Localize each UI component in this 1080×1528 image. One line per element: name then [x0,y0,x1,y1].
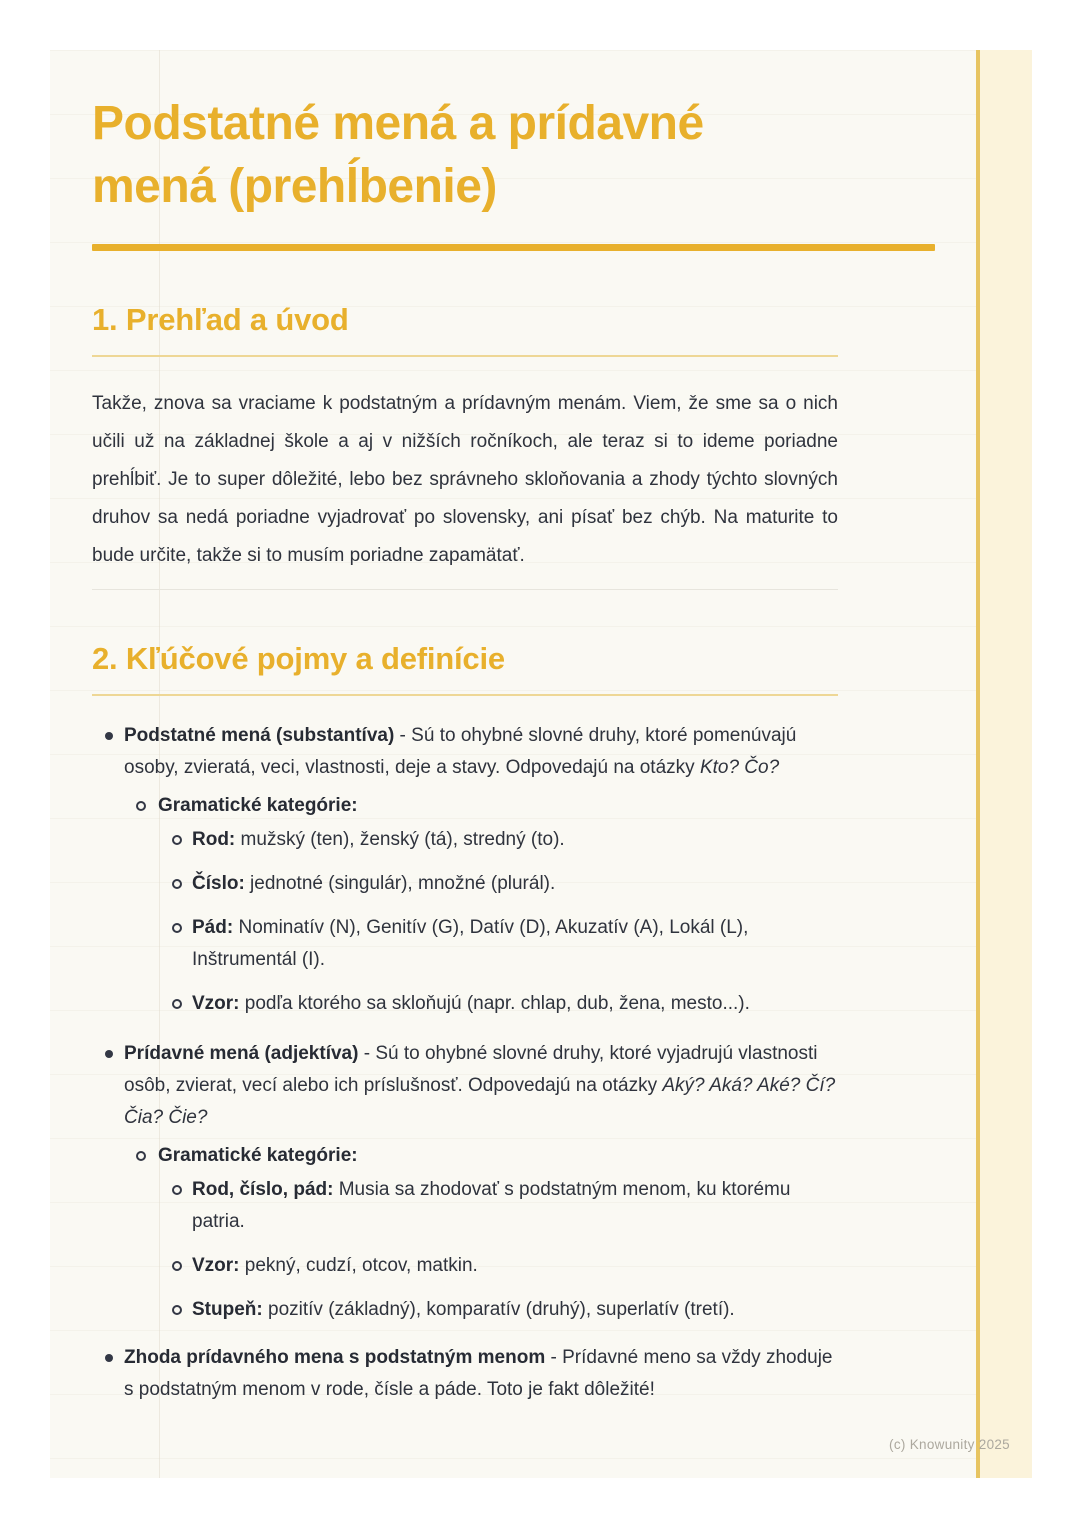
page-title: Podstatné mená a prídavné mená (prehĺbenie) [92,97,704,213]
circle-bullet-icon [172,1185,182,1195]
section-1-heading: 1. Prehľad a úvod [92,302,349,337]
list-item-text: Gramatické kategórie: [158,795,358,816]
list-item-text: Zhoda prídavného mena s podstatným menom - Prídavné meno sa vždy zhoduje s podstatným menom v rode, čísle a páde. Toto je fakt dôležité! [124,1347,833,1400]
bullet-dot-icon [105,1050,113,1058]
list-item [92,720,838,784]
section-1-paragraph: Takže, znova sa vraciame k podstatným a prídavným menám. Viem, že sme sa o nich učili už na základnej škole a aj v nižších ročníkoch, ale teraz si to ideme poriadne prehĺbiť. Je to super dôležité, lebo bez správneho skloňovania a zhody týchto slovných druhov sa nedá poriadne vyjadrovať po slovensky, ani písať bez chýb. Na maturite to bude určite, takže si to musím poriadne zapamätať. [92,393,838,566]
list-item-text: Rod, číslo, pád: Musia sa zhodovať s podstatným menom, ku ktorému patria. [192,1179,791,1232]
bullet-dot-icon [105,732,113,740]
list-item [92,1342,838,1406]
circle-bullet-icon [172,879,182,889]
list-item-text: Pád: Nominatív (N), Genitív (G), Datív (D), Akuzatív (A), Lokál (L), Inštrumentál (I). [192,917,749,970]
list-item-text: Gramatické kategórie: [158,1145,358,1166]
list-item [92,912,838,976]
note-card [50,50,1032,1478]
circle-bullet-icon [172,999,182,1009]
section-2-heading: 2. Kľúčové pojmy a definície [92,641,505,676]
watermark: (c) Knowunity 2025 [889,1437,1010,1452]
circle-bullet-icon [172,923,182,933]
list-item-text: Rod: mužský (ten), ženský (tá), stredný (to). [192,829,565,850]
list-item [92,868,838,900]
title-rule [92,244,935,251]
list-item [92,1174,838,1238]
circle-bullet-icon [172,835,182,845]
list-item-text: Prídavné mená (adjektíva) - Sú to ohybné slovné druhy, ktoré vyjadrujú vlastnosti osôb, zvierat, vecí alebo ich príslušnosť. Odpovedajú na otázky Aký? Aká? Aké? Čí? Čia? Čie? [124,1043,836,1128]
right-accent-stripe [976,50,1032,1478]
list-item [92,1294,838,1326]
circle-bullet-icon [136,801,146,811]
list-item-text: Vzor: pekný, cudzí, otcov, matkin. [192,1255,478,1276]
note-content [92,50,838,1406]
list-item-text: Podstatné mená (substantíva) - Sú to ohybné slovné druhy, ktoré pomenúvajú osoby, zvieratá, veci, vlastnosti, deje a stavy. Odpovedajú na otázky Kto? Čo? [124,725,797,778]
list-item [92,824,838,856]
list-item [92,1038,838,1134]
list-item [92,1140,838,1172]
section-2-rule [92,694,838,696]
list-item [92,790,838,822]
list-item-text: Stupeň: pozitív (základný), komparatív (druhý), superlatív (tretí). [192,1299,735,1320]
list-item-text: Vzor: podľa ktorého sa skloňujú (napr. chlap, dub, žena, mesto...). [192,993,750,1014]
circle-bullet-icon [136,1151,146,1161]
list-item [92,1250,838,1282]
circle-bullet-icon [172,1261,182,1271]
key-terms-list [92,720,838,1406]
list-item-text: Číslo: jednotné (singulár), množné (plurál). [192,873,556,894]
section-1-rule [92,355,838,357]
section-divider [92,589,838,590]
list-item [92,988,838,1020]
bullet-dot-icon [105,1354,113,1362]
circle-bullet-icon [172,1305,182,1315]
